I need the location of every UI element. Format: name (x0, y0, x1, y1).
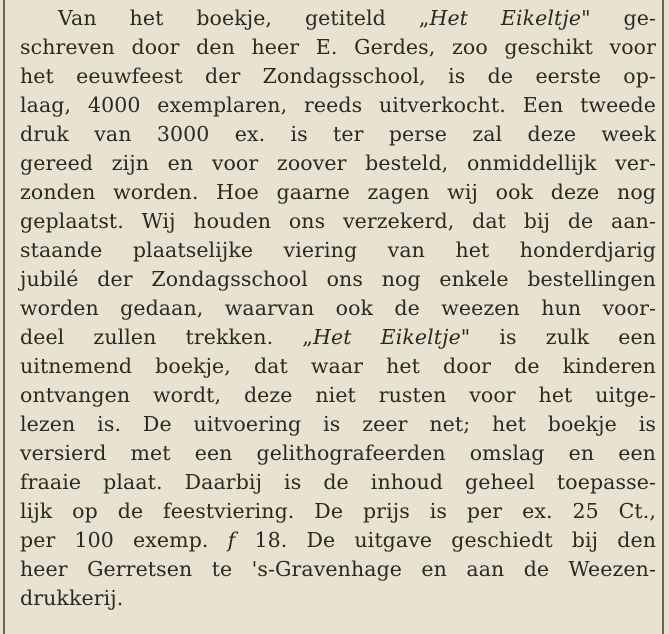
text-line: versierd met een gelithografeerden omslag en een (20, 441, 656, 465)
text-line: deel zullen trekken. „Het Eikeltje" is zulk een (20, 325, 656, 349)
book-title-italic: Het Eikeltje (429, 6, 582, 30)
article-text (20, 4, 656, 613)
text-line: worden gedaan, waarvan ook de weezen hun voor- (20, 296, 656, 320)
text-line: het eeuwfeest der Zondagsschool, is de eerste op- (20, 64, 656, 88)
text-line: per 100 exemp. f 18. De uitgave geschiedt bij den (20, 528, 656, 552)
text-line: lezen is. De uitvoering is zeer net; het boekje is (20, 412, 656, 436)
text-line: zonden worden. Hoe gaarne zagen wij ook deze nog (20, 180, 656, 204)
text-line: Van het boekje, getiteld „Het Eikeltje" ge- (58, 6, 656, 30)
text-line: ontvangen wordt, deze niet rusten voor het uitge- (20, 383, 656, 407)
text-line: heer Gerretsen te 's-Gravenhage en aan de Weezen- (20, 557, 656, 581)
text-line: staande plaatselijke viering van het honderdjarig (20, 238, 656, 262)
text-line: fraaie plaat. Daarbij is de inhoud geheel toepasse- (20, 470, 656, 494)
text-line: jubilé der Zondagsschool ons nog enkele bestellingen (20, 267, 656, 291)
column-rule-left (3, 0, 5, 634)
text-line: gereed zijn en voor zoover besteld, onmiddellijk ver- (20, 151, 656, 175)
florin-sign: f (227, 528, 236, 552)
text-line: schreven door den heer E. Gerdes, zoo geschikt voor (20, 35, 656, 59)
text-line: geplaatst. Wij houden ons verzekerd, dat bij de aan- (20, 209, 656, 233)
text-line: uitnemend boekje, dat waar het door de kinderen (20, 354, 656, 378)
text-line: lijk op de feestviering. De prijs is per ex. 25 Ct., (20, 499, 656, 523)
book-title-italic: Het Eikeltje (313, 325, 461, 349)
text-line: drukkerij. (20, 586, 124, 610)
text-line: laag, 4000 exemplaren, reeds uitverkocht. Een tweede (20, 93, 656, 117)
text-line: druk van 3000 ex. is ter perse zal deze week (20, 122, 656, 146)
column-rule-right (662, 0, 664, 634)
